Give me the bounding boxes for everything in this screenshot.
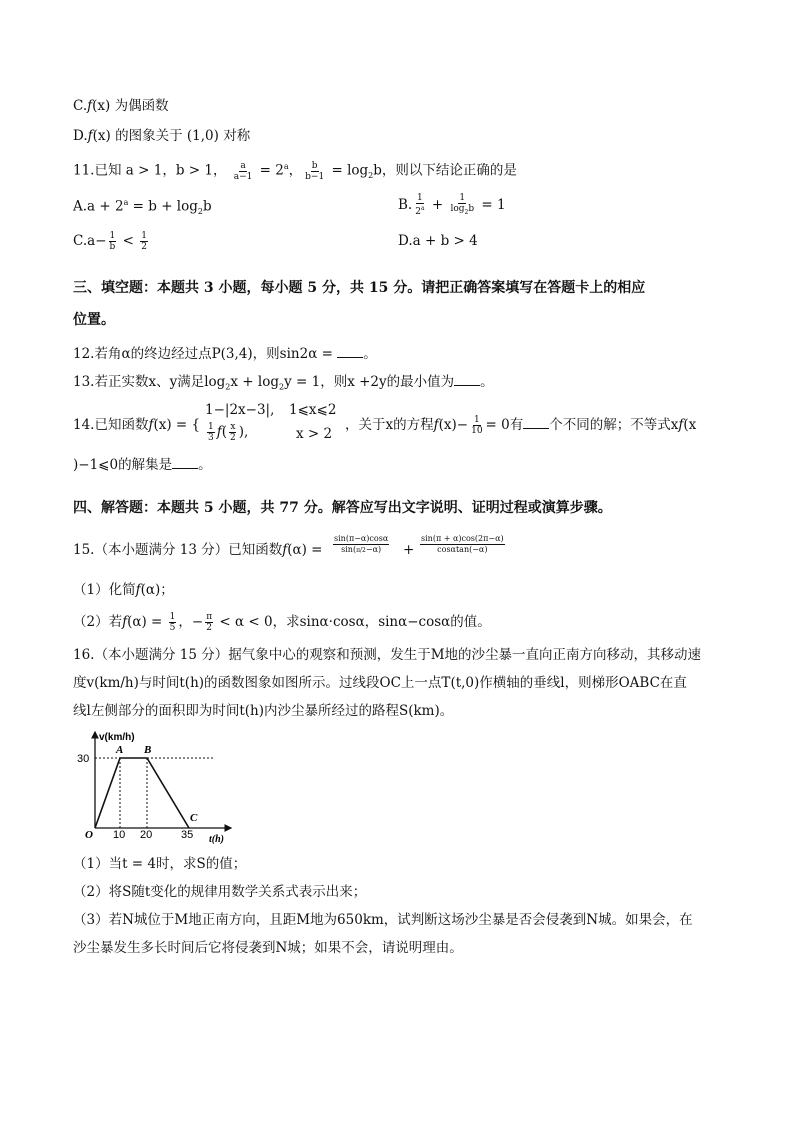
option-text: 的图象关于	[115, 128, 183, 144]
answer-blank	[454, 373, 480, 386]
fraction: $\frac{b}{b-1}$	[305, 160, 325, 182]
tick-30: 30	[77, 753, 90, 765]
answer-blank	[523, 416, 549, 429]
section-3-title-cont: 位置。	[73, 312, 115, 328]
trapezoid-oabc	[95, 758, 189, 828]
option-b-q11: B. $\frac{1}{2^a}$ + $\frac{1}{\log_2b}$ = 1	[398, 193, 506, 218]
question-15-part-2: （2）若f(α) = $\frac{1}{5}$ ，− $\frac{\pi}{2}$ < α < 0，求sinα·cosα，sinα−cosα的值。	[73, 612, 491, 633]
velocity-time-graph	[73, 726, 238, 844]
question-15-part-1: （1）化简f(α)；	[73, 582, 174, 598]
question-14-cont: )−1⩽0的解集是 。	[73, 457, 212, 473]
y-axis-label: v(km/h)	[99, 732, 135, 743]
point-b-label: B	[144, 744, 152, 756]
option-d-q10: D.f(x) 的图象关于 (1,0) 对称	[73, 128, 251, 144]
tick-35: 35	[181, 829, 194, 841]
question-16-part-3: （3）若N城位于M地正南方向，且距M地为650km，试判断这场沙尘暴是否会侵袭到N城。如果会，在	[73, 912, 693, 928]
question-12: 12.若角α的终边经过点P(3,4)，则sin2α = 。	[73, 346, 377, 362]
question-16-part-3-cont: 沙尘暴发生多长时间后它将侵袭到N城；如果不会，请说明理由。	[73, 940, 463, 956]
answer-blank	[337, 345, 363, 358]
point-a-label: A	[116, 744, 124, 756]
option-label: C.	[73, 98, 88, 114]
option-c-q11: C.a− $\frac{1}{b}$ < $\frac{1}{2}$	[73, 231, 147, 252]
question-13: 13.若正实数x、y满足$\log_2x + \log_2y = 1$，则x +2y的最小值为 。	[73, 374, 494, 392]
section-3-title: 三、填空题：本题共 3 小题，每小题 5 分，共 15 分。请把正确答案填写在答题卡上的相应	[73, 280, 646, 296]
option-text: 为偶函数	[114, 98, 169, 114]
exam-page: C.f(x) 为偶函数 D.f(x) 的图象关于 (1,0) 对称 11.已知 a > 1，b > 1， $\frac{a}{a-1}$ = $2^a$， $\frac{b}{b-1}$ = $\log_2b$，则以下结论正确的是 $A.a + 2^a = b + \log_2b$ B. $\frac{1}{2^a}$ + $\frac{1}{\log_2b}$ = 1 C.a− $\frac{1}{b}$ < $\frac{1}{2}$ D.a + b > 4 三、填空题：本题共 3 小题，每小题 5 分，共 15 分。请把正确答案填写在答题卡上的相应 位置。 12.若角α的终边经过点P(3,4)，则sin2α = 。 13.若正实数x、y满足$\log_2x + \log_2y = 1$，则x +2y的最小值为 。 14.已知函数f(x) = { 1−|2x−3|, 1⩽x⩽2 $\frac{1}{3}$ f( $\frac{x}{2}$ ), x > 2 ，关于x的方程f(x)− $\frac{1}{10}$ = 0有 个不同的解；不等式xf(x )−1⩽0的解集是 。 四、解答题：本题共 5 小题，共 77 分。解答应写出文字说明、证明过程或演算步骤。 15.（本小题满分 13 分）已知函数f(α) = $\frac{\sin(\pi-\alpha)\cos\alpha}{\sin(\pi/2-\alpha)}$ + $\frac{\sin(\pi + \alpha)\cos(2\pi-\alpha)}{\cos\alpha\tan(-\alpha)}$ （1）化简f(α)； （2）若f(α) = $\frac{1}{5}$ ，− $\frac{\pi}{2}$ < α < 0，求sinα·cosα，sinα−cosα的值。 16.（本小题满分 15 分）据气象中心的观察和预测，发生于M地的沙尘暴一直向正南方向移动，其移动速 度v(km/h)与时间t(h)的函数图象如图所示。过线段OC上一点T(t,0)作横轴的垂线l，则梯形OABC在直 线l左侧部分的面积即为时间t(h)内沙尘暴所经过的路程S(km)。 v(km/h) 30 O 10 20 35 t(h) A B C （1）当t = 4时，求S的值； （2）将S随t变化的规律用数学关系式表示出来； （3）若N城位于M地正南方向，且距M地为650km，试判断这场沙尘暴是否会侵袭到N城。如果会，在 沙尘暴发生多长时间后它将侵袭到N城；如果不会，请说明理由。	[73, 98, 702, 956]
option-c-q10: C.f(x) 为偶函数	[73, 98, 169, 114]
question-16: 16.（本小题满分 15 分）据气象中心的观察和预测，发生于M地的沙尘暴一直向正南方向移动，其移动速	[73, 647, 702, 663]
answer-blank	[172, 456, 198, 469]
x-axis-label: t(h)	[209, 834, 224, 844]
option-d-q11: D.a + b > 4	[398, 233, 478, 249]
question-16-line-3: 线l左侧部分的面积即为时间t(h)内沙尘暴所经过的路程S(km)。	[73, 703, 454, 719]
option-label: D.	[73, 128, 88, 144]
origin-label: O	[85, 829, 93, 841]
fraction: $\frac{a}{a-1}$	[233, 160, 253, 182]
question-16-part-2: （2）将S随t变化的规律用数学关系式表示出来；	[73, 884, 367, 900]
question-16-part-1: （1）当t = 4时，求S的值；	[73, 856, 247, 872]
point-c-label: C	[190, 812, 198, 824]
question-11: 11.已知 a > 1，b > 1， $\frac{a}{a-1}$ = $2^a$， $\frac{b}{b-1}$ = $\log_2b$，则以下结论正确的是	[73, 160, 517, 182]
section-4-title: 四、解答题：本题共 5 小题，共 77 分。解答应写出文字说明、证明过程或演算步骤。	[73, 500, 612, 516]
tick-20: 20	[140, 829, 153, 841]
tick-10: 10	[113, 829, 126, 841]
question-16-line-2: 度v(km/h)与时间t(h)的函数图象如图所示。过线段OC上一点T(t,0)作横轴的垂线l，则梯形OABC在直	[73, 675, 687, 691]
option-a-q11: $A.a + 2^a = b + \log_2b$	[73, 198, 212, 217]
